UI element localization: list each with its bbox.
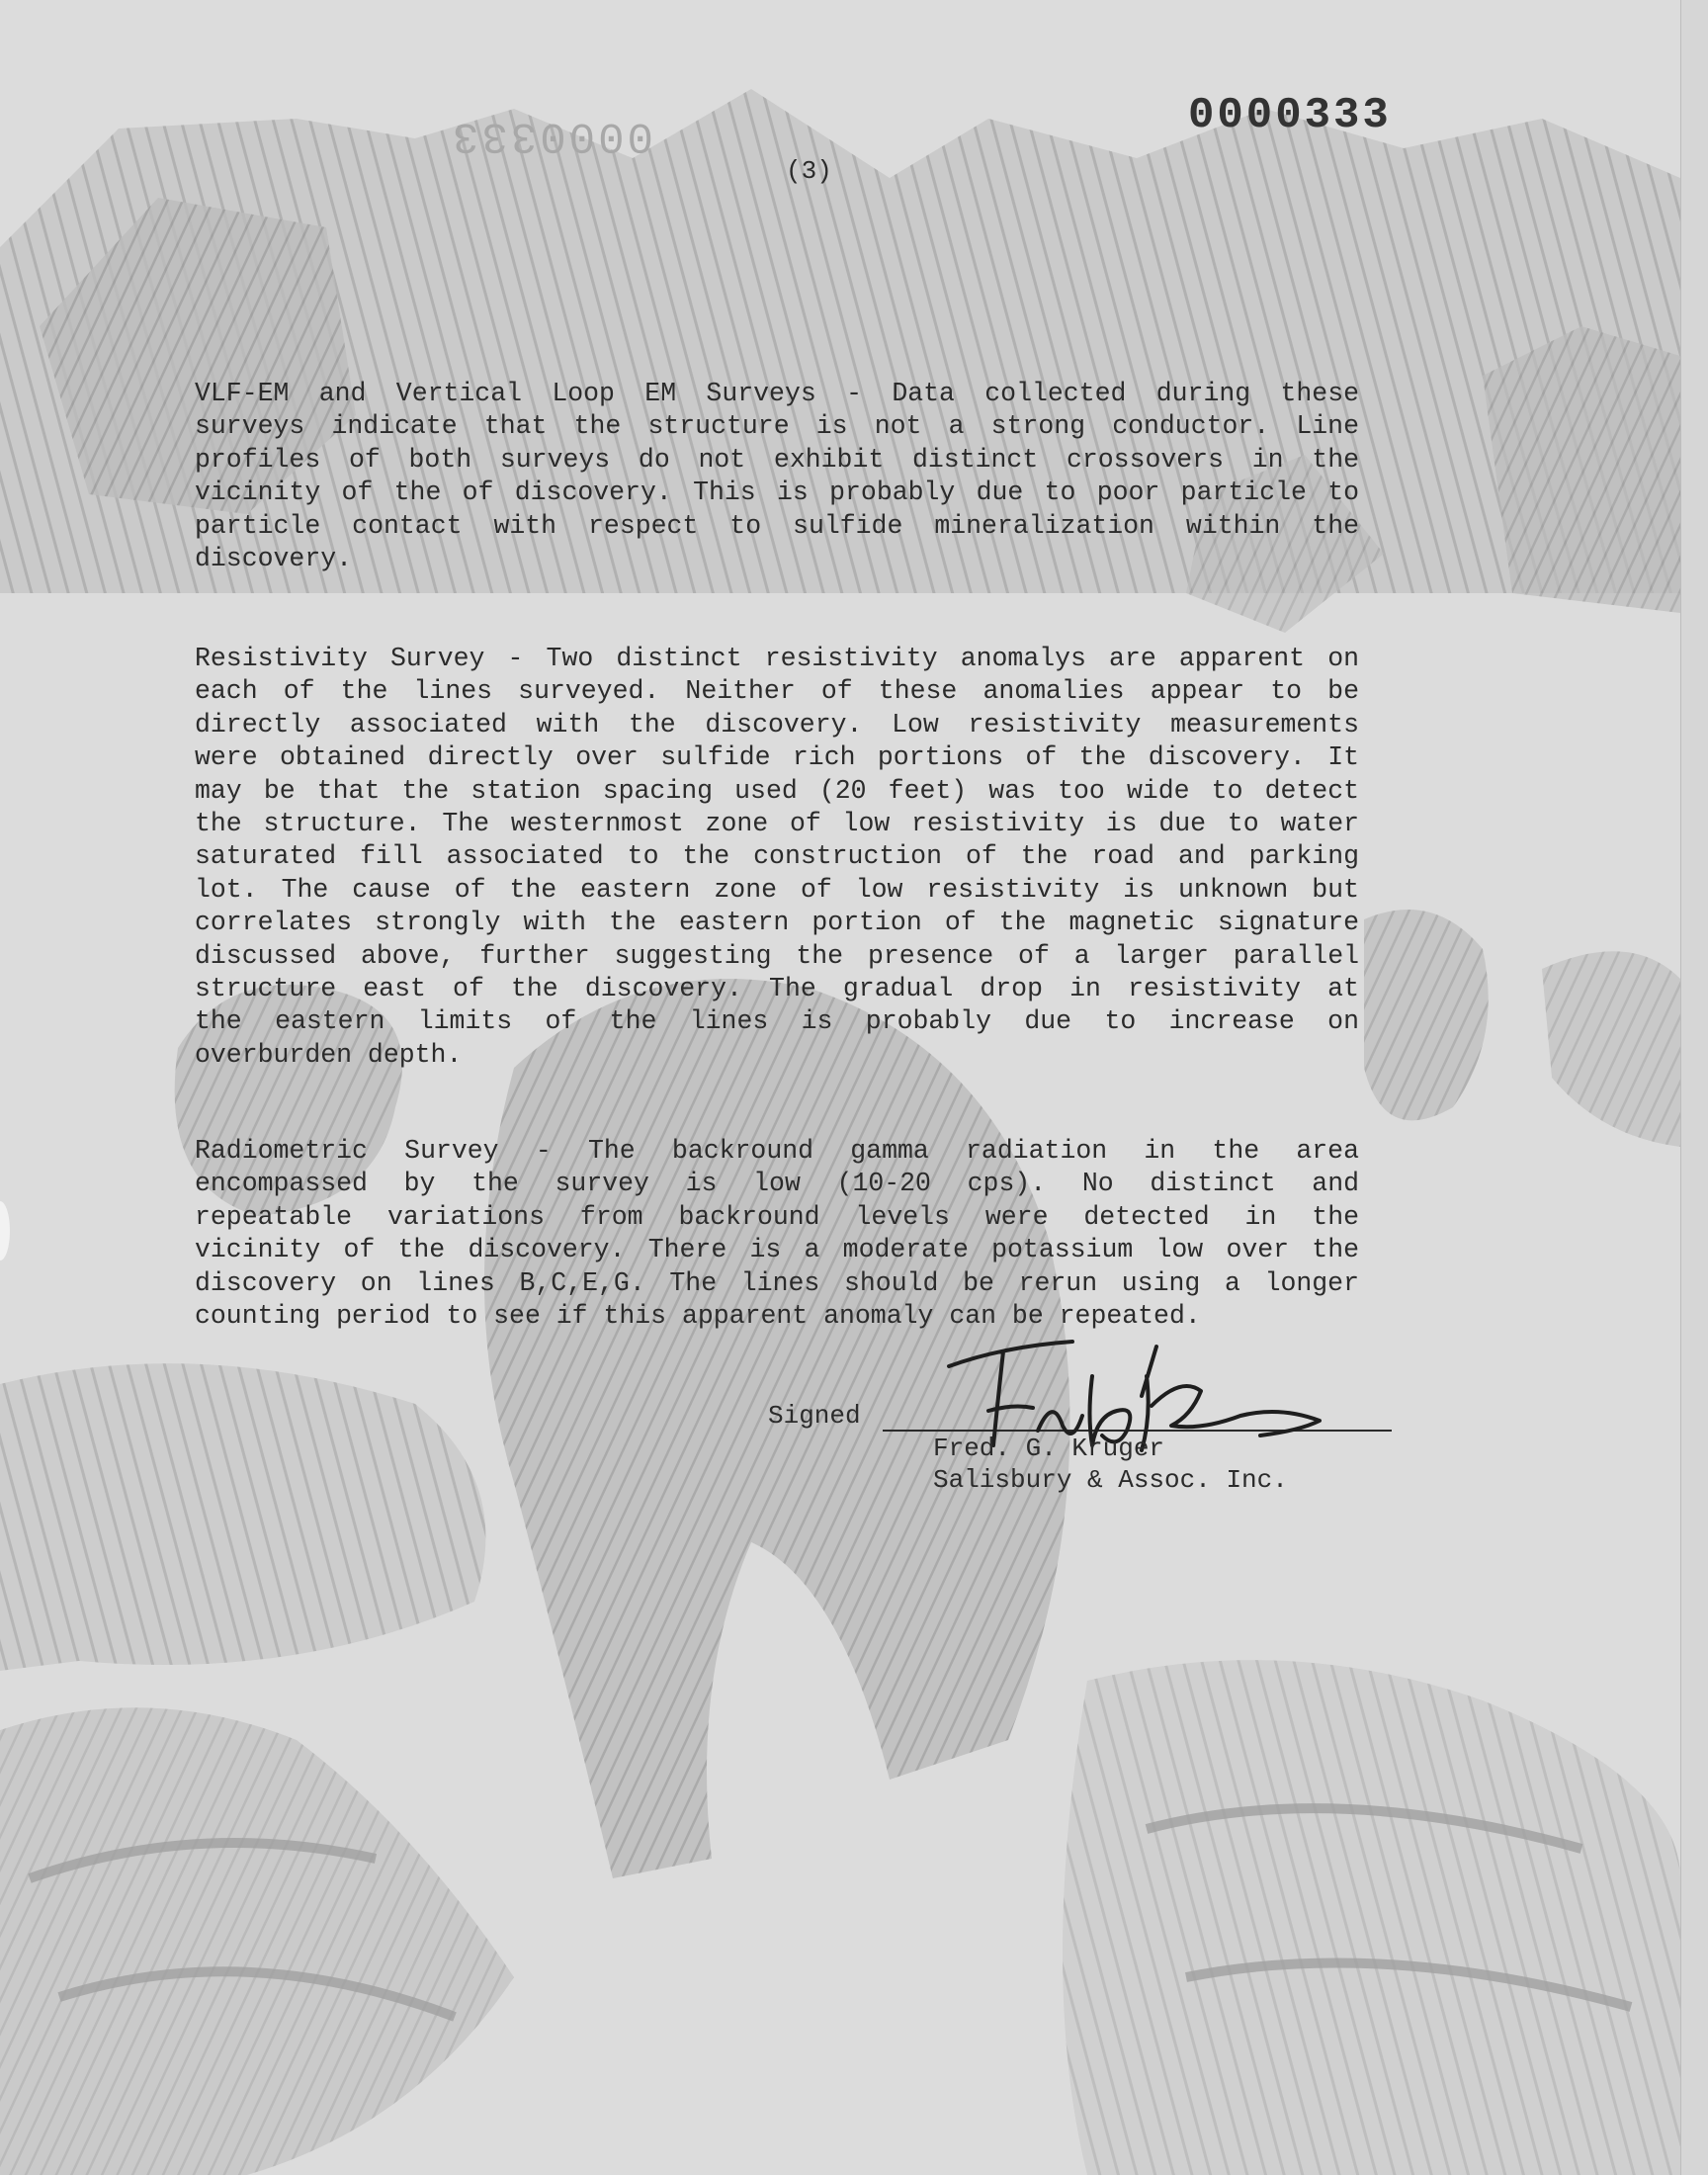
paragraph-resistivity-survey xyxy=(195,643,1359,1072)
paragraph-line: were obtained directly over sulfide rich portions of the discovery. It xyxy=(195,742,1359,773)
paragraph-line: overburden depth. xyxy=(195,1039,463,1070)
paragraph-line: the eastern limits of the lines is probably due to increase on xyxy=(195,1006,1359,1037)
paragraph-line: may be that the station spacing used (20 feet) was too wide to detect xyxy=(195,775,1359,806)
paragraph-line: encompassed by the survey is low (10-20 cps). No distinct and xyxy=(195,1169,1359,1199)
paragraph-line: vicinity of the discovery. There is a moderate potassium low over the xyxy=(195,1235,1359,1265)
paragraph-line: Resistivity Survey - Two distinct resistivity anomalys are apparent on xyxy=(195,644,1359,673)
paragraph-line: VLF-EM and Vertical Loop EM Surveys - Data collected during these xyxy=(195,379,1359,408)
paragraph-line: directly associated with the discovery. Low resistivity measurements xyxy=(195,709,1359,740)
page-number: (3) xyxy=(786,156,832,186)
paragraph-line: discovery on lines B,C,E,G. The lines should be rerun using a longer xyxy=(195,1267,1359,1298)
document-id-bleedthrough: 0000333 xyxy=(450,111,653,160)
signer-company: Salisbury & Assoc. Inc. xyxy=(933,1465,1288,1495)
paragraph-line: Radiometric Survey - The backround gamma radiation in the area xyxy=(195,1136,1359,1166)
signer-name: Fred. G. Kruger xyxy=(933,1434,1165,1463)
paragraph-line: counting period to see if this apparent anomaly can be repeated. xyxy=(195,1301,1201,1332)
paragraph-line: particle contact with respect to sulfide mineralization within the xyxy=(195,510,1359,541)
paragraph-line: structure east of the discovery. The gradual drop in resistivity at xyxy=(195,974,1359,1004)
paragraph-line: surveys indicate that the structure is not a strong conductor. Line xyxy=(195,411,1359,442)
paragraph-line: discussed above, further suggesting the presence of a larger parallel xyxy=(195,940,1359,971)
paragraph-line: vicinity of the of discovery. This is probably due to poor particle to xyxy=(195,478,1359,508)
paragraph-line: discovery. xyxy=(195,544,353,574)
paragraph-line: lot. The cause of the eastern zone of low resistivity is unknown but xyxy=(195,874,1359,905)
paragraph-line: each of the lines surveyed. Neither of these anomalies appear to be xyxy=(195,676,1359,707)
document-id-stamp: 0000333 xyxy=(1188,91,1392,140)
paragraph-line: repeatable variations from backround levels were detected in the xyxy=(195,1201,1359,1232)
paragraph-line: the structure. The westernmost zone of low resistivity is due to water xyxy=(195,809,1359,839)
paragraph-radiometric-survey xyxy=(195,1135,1359,1333)
signed-label: Signed xyxy=(768,1401,861,1431)
paragraph-line: profiles of both surveys do not exhibit distinct crossovers in the xyxy=(195,444,1359,475)
paragraph-line: correlates strongly with the eastern portion of the magnetic signature xyxy=(195,908,1359,938)
paragraph-line: saturated fill associated to the construction of the road and parking xyxy=(195,841,1359,872)
paragraph-vlf-em-survey xyxy=(195,378,1359,575)
